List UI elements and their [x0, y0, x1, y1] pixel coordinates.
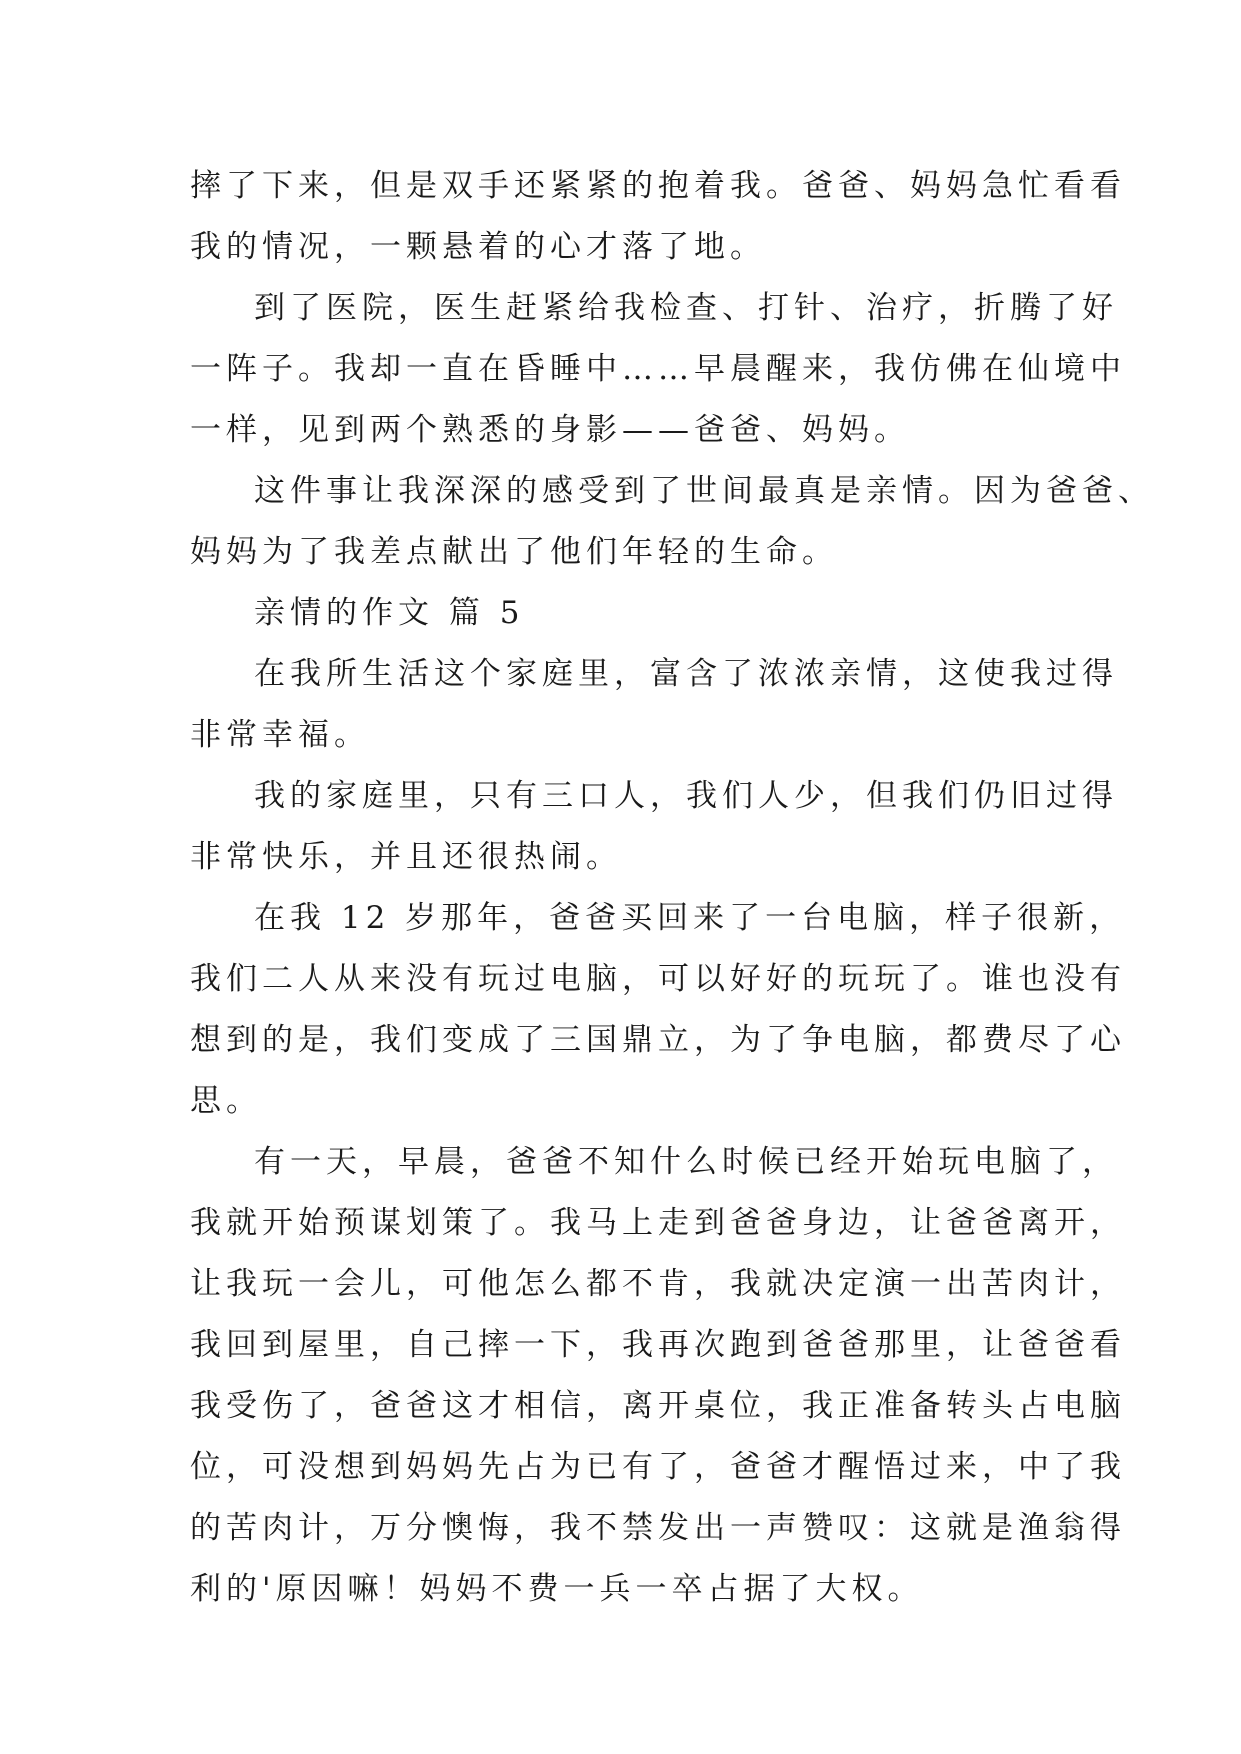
text-line: 妈妈为了我差点献出了他们年轻的生命。	[190, 534, 838, 570]
paragraph-start-line: 有一天，早晨，爸爸不知什么时候已经开始玩电脑了，	[254, 1144, 1118, 1180]
section-heading: 亲情的作文 篇 5	[254, 595, 525, 631]
text-line: 我就开始预谋划策了。我马上走到爸爸身边，让爸爸离开，	[190, 1205, 1126, 1241]
text-line: 我受伤了，爸爸这才相信，离开桌位，我正准备转头占电脑	[190, 1388, 1126, 1424]
paragraph-start-line: 我的家庭里，只有三口人，我们人少，但我们仍旧过得	[254, 778, 1118, 814]
text-line: 一阵子。我却一直在昏睡中……早晨醒来，我仿佛在仙境中	[190, 351, 1126, 387]
text-line: 让我玩一会儿，可他怎么都不肯，我就决定演一出苦肉计，	[190, 1266, 1126, 1302]
text-line: 我回到屋里，自己摔一下，我再次跑到爸爸那里，让爸爸看	[190, 1327, 1126, 1363]
text-line: 一样，见到两个熟悉的身影——爸爸、妈妈。	[190, 412, 910, 448]
text-line: 想到的是，我们变成了三国鼎立，为了争电脑，都费尽了心	[190, 1022, 1126, 1058]
paragraph-start-line: 在我 12 岁那年，爸爸买回来了一台电脑，样子很新，	[254, 900, 1126, 936]
text-line: 我的情况，一颗悬着的心才落了地。	[190, 229, 766, 265]
paragraph-start-line: 这件事让我深深的感受到了世间最真是亲情。因为爸爸、	[254, 473, 1154, 509]
text-line: 非常快乐，并且还很热闹。	[190, 839, 622, 875]
text-line: 的苦肉计，万分懊悔，我不禁发出一声赞叹：这就是渔翁得	[190, 1510, 1126, 1546]
paragraph-start-line: 在我所生活这个家庭里，富含了浓浓亲情，这使我过得	[254, 656, 1118, 692]
text-line: 位，可没想到妈妈先占为已有了，爸爸才醒悟过来，中了我	[190, 1449, 1126, 1485]
text-line: 我们二人从来没有玩过电脑，可以好好的玩玩了。谁也没有	[190, 961, 1126, 997]
text-line: 思。	[190, 1083, 262, 1119]
text-line: 非常幸福。	[190, 717, 370, 753]
text-line: 利的'原因嘛！妈妈不费一兵一卒占据了大权。	[190, 1571, 924, 1607]
text-line: 摔了下来，但是双手还紧紧的抱着我。爸爸、妈妈急忙看看	[190, 168, 1126, 204]
paragraph-start-line: 到了医院，医生赶紧给我检查、打针、治疗，折腾了好	[254, 290, 1118, 326]
